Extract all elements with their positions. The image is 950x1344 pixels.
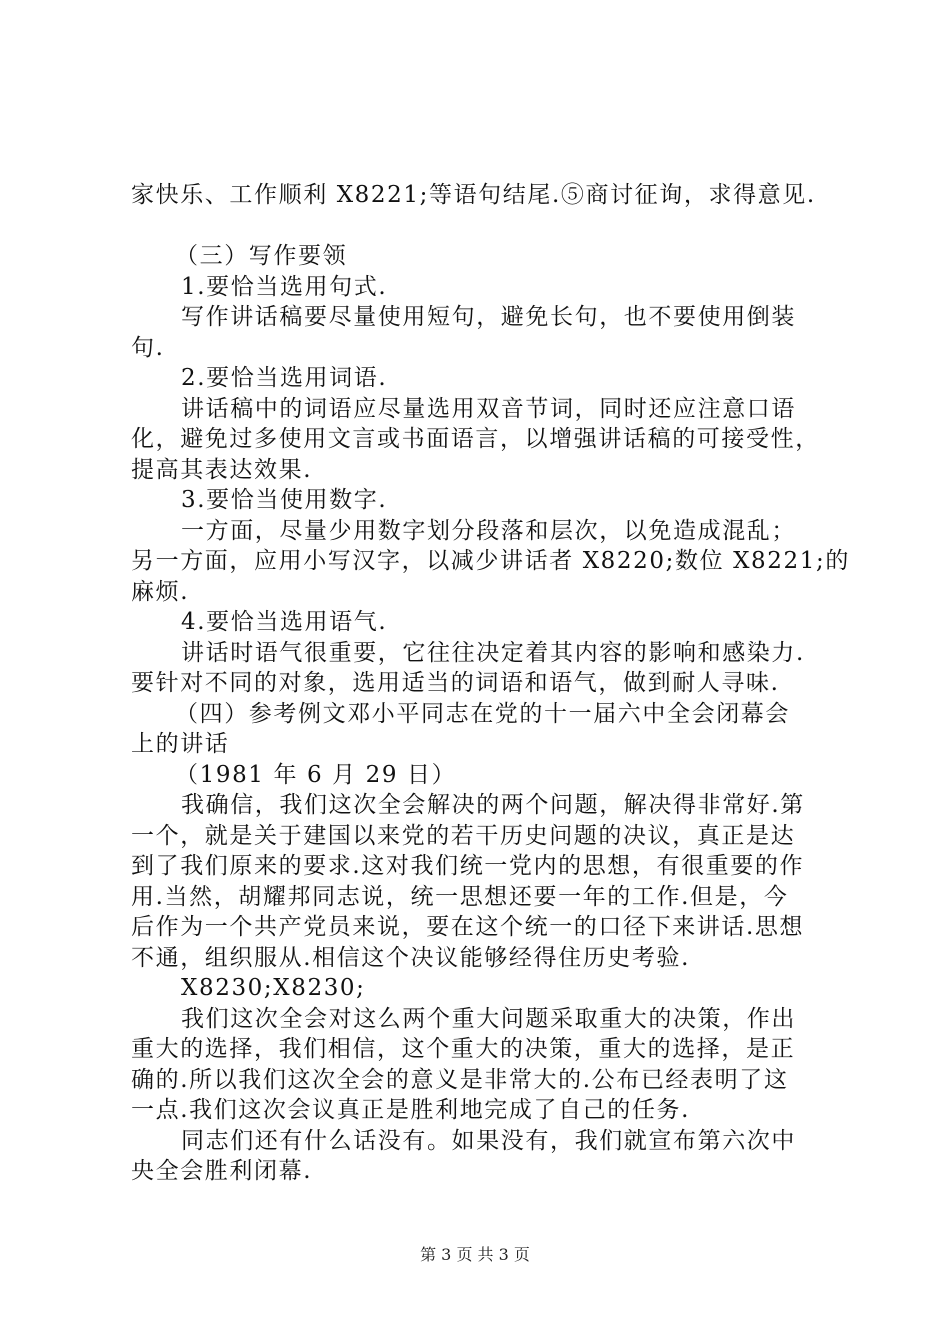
text-line: 我们这次全会对这么两个重大问题采取重大的决策，作出 <box>181 1005 796 1032</box>
text-line: 家快乐、工作顺利 X8221;等语句结尾.⑤商讨征询，求得意见. <box>131 182 816 208</box>
text-line: 到了我们原来的要求.这对我们统一党内的思想，有很重要的作 <box>131 853 805 879</box>
text-line: 一个，就是关于建国以来党的若干历史问题的决议，真正是达 <box>131 822 796 849</box>
text-line: 不通，组织服从.相信这个决议能够经得住历史考验. <box>131 944 691 971</box>
text-line: 后作为一个共产党员来说，要在这个统一的口径下来讲话.思想 <box>131 914 805 940</box>
text-line: 另一方面，应用小写汉字，以减少讲话者 X8220;数位 X8221;的 <box>131 548 850 574</box>
text-line: （四）参考例文邓小平同志在党的十一届六中全会闭幕会 <box>175 700 790 727</box>
document-body <box>131 180 850 1187</box>
text-line: 我确信，我们这次全会解决的两个问题，解决得非常好.第 <box>181 792 805 818</box>
text-line: 提高其表达效果. <box>131 456 313 483</box>
page-footer: 第 3 页 共 3 页 <box>420 1245 530 1264</box>
text-line: 2.要恰当选用词语. <box>181 365 388 391</box>
text-line: 4.要恰当选用语气. <box>181 609 388 635</box>
text-line: 央全会胜利闭幕. <box>131 1158 313 1184</box>
text-line: 要针对不同的对象，选用适当的词语和语气，做到耐人寻味. <box>131 670 780 696</box>
paragraph-gap <box>131 211 836 242</box>
text-line: 重大的选择，我们相信，这个重大的决策，重大的选择，是正 <box>131 1036 796 1062</box>
text-line: 同志们还有什么话没有。如果没有，我们就宣布第六次中 <box>181 1127 796 1154</box>
text-line: （三）写作要领 <box>175 243 348 269</box>
text-line: 句. <box>131 334 165 361</box>
text-line: 讲话时语气很重要，它往往决定着其内容的影响和感染力. <box>181 639 805 666</box>
text-line: （1981 年 6 月 29 日） <box>175 761 457 788</box>
text-line: 一方面，尽量少用数字划分段落和层次，以免造成混乱； <box>181 517 796 544</box>
text-line: 一点.我们这次会议真正是胜利地完成了自己的任务. <box>131 1097 691 1123</box>
text-line: 用.当然，胡耀邦同志说，统一思想还要一年的工作.但是，今 <box>131 883 789 910</box>
text-line: 写作讲话稿要尽量使用短句，避免长句，也不要使用倒装 <box>181 304 796 330</box>
text-line: 上的讲话 <box>131 731 230 757</box>
text-line: 确的.所以我们这次全会的意义是非常大的.公布已经表明了这 <box>131 1066 789 1093</box>
text-line: 1.要恰当选用句式. <box>181 273 388 300</box>
text-line: 3.要恰当使用数字. <box>181 487 388 513</box>
text-line: 讲话稿中的词语应尽量选用双音节词，同时还应注意口语 <box>181 395 796 422</box>
text-line: 化，避免过多使用文言或书面语言，以增强讲话稿的可接受性， <box>131 426 820 452</box>
text-line: X8230;X8230; <box>181 975 366 1001</box>
text-line: 麻烦. <box>131 578 190 605</box>
